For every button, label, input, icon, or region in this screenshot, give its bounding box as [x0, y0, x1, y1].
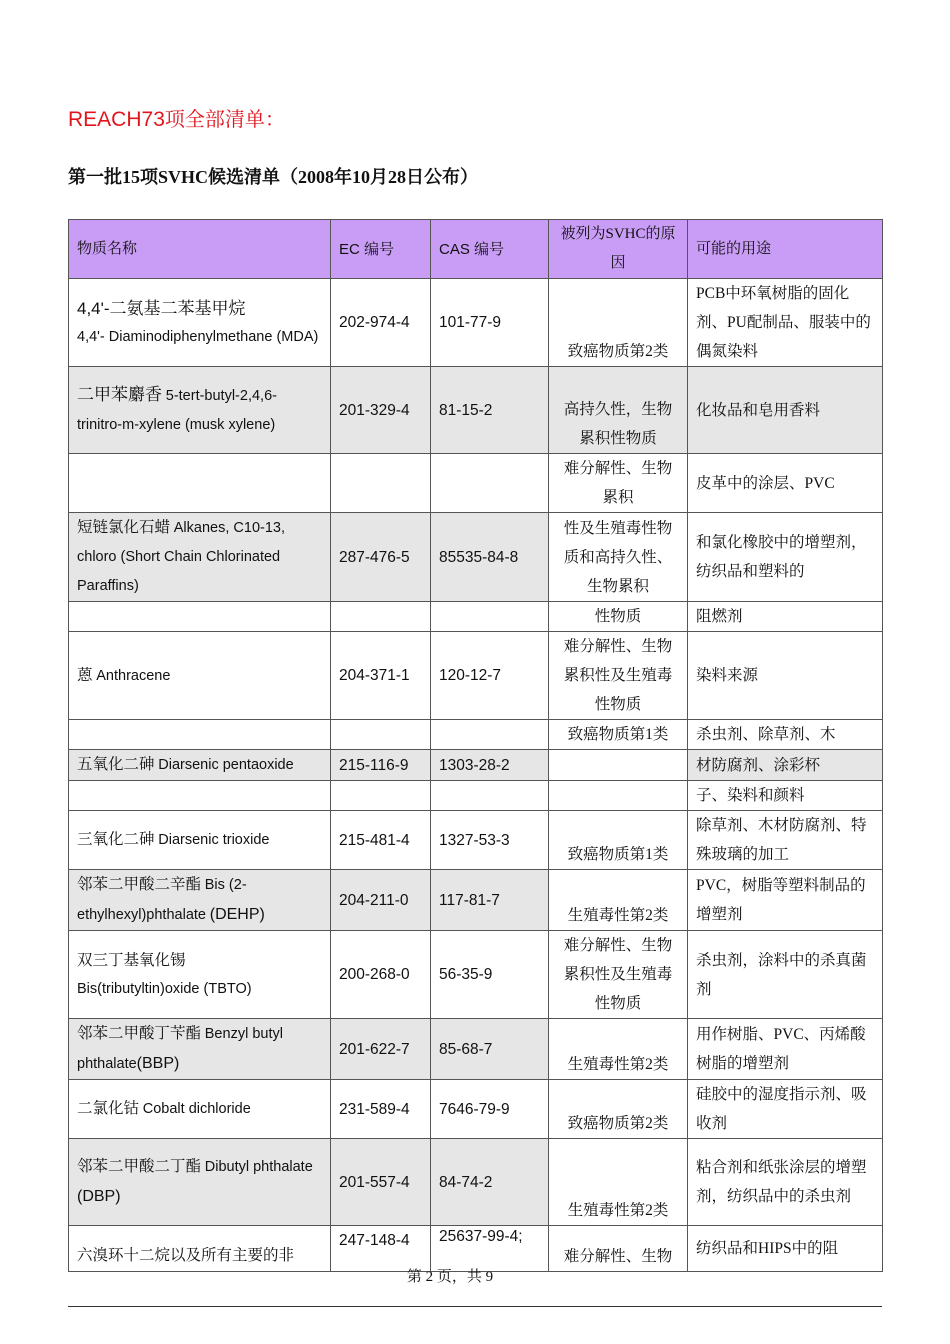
cas-number: 1327-53-3 [431, 811, 549, 870]
substance-name [69, 931, 331, 1019]
table-row [69, 720, 883, 750]
page-title-latin: REACH73 [68, 108, 165, 131]
substance-name [69, 870, 331, 931]
substance-name [69, 632, 331, 720]
svhc-reason: 生殖毒性第2类 [549, 870, 688, 931]
substance-en: 4,4'- Diaminodiphenylmethane (MDA) [77, 328, 319, 345]
possible-use: 阻燃剂 [688, 602, 883, 632]
substance-name [69, 1139, 331, 1226]
header-reason: 被列为SVHC的原因 [549, 220, 688, 279]
page-title [68, 103, 285, 132]
substance-cn: 五氧化二砷 [77, 756, 155, 773]
ec-number: 201-622-7 [331, 1019, 431, 1080]
substance-cn: 二甲苯麝香 [77, 385, 162, 404]
header-name: 物质名称 [69, 220, 331, 279]
cas-number: 85-68-7 [431, 1019, 549, 1080]
table-row [69, 632, 883, 720]
table-row [69, 1080, 883, 1139]
svhc-table [68, 219, 883, 1272]
possible-use: 纺织品和HIPS中的阻 [688, 1226, 883, 1272]
ec-number: 201-557-4 [331, 1139, 431, 1226]
possible-use: 杀虫剂、除草剂、木 [688, 720, 883, 750]
table-row [69, 279, 883, 367]
cas-number: 101-77-9 [431, 279, 549, 367]
footer-rule [68, 1306, 882, 1307]
svhc-reason: 难分解性、生物 [549, 1226, 688, 1272]
cas-number: 120-12-7 [431, 632, 549, 720]
header-row [69, 220, 883, 279]
ec-number: 215-116-9 [331, 750, 431, 781]
svhc-reason: 难分解性、生物累积性及生殖毒性物质 [549, 931, 688, 1019]
header-cas: CAS 编号 [431, 220, 549, 279]
substance-abbrev: (DBP) [77, 1188, 121, 1205]
cas-number: 117-81-7 [431, 870, 549, 931]
substance-cn: 三氧化二砷 [77, 831, 155, 848]
possible-use: 化妆品和皂用香料 [688, 367, 883, 454]
substance-en: Alkanes, C10-13, chloro (Short Chain Chlorinated Paraffins) [77, 520, 285, 594]
possible-use: 和氯化橡胶中的增塑剂，纺织品和塑料的 [688, 513, 883, 602]
cas-number: 1303-28-2 [431, 750, 549, 781]
ec-number: 204-371-1 [331, 632, 431, 720]
substance-en: Cobalt dichloride [142, 1101, 251, 1117]
substance-abbrev: (DEHP) [209, 906, 265, 923]
substance-name [69, 811, 331, 870]
substance-cn: 双三丁基氧化锡 [77, 951, 186, 969]
substance-cn: 蒽 [77, 666, 93, 684]
substance-name [69, 1019, 331, 1080]
table-row [69, 811, 883, 870]
svhc-reason: 生殖毒性第2类 [549, 1139, 688, 1226]
svhc-reason: 生殖毒性第2类 [549, 1019, 688, 1080]
possible-use: 硅胶中的湿度指示剂、吸收剂 [688, 1080, 883, 1139]
ec-number: 231-589-4 [331, 1080, 431, 1139]
table-row [69, 454, 883, 513]
possible-use: 粘合剂和纸张涂层的增塑剂，纺织品中的杀虫剂 [688, 1139, 883, 1226]
svhc-reason: 性物质 [549, 602, 688, 632]
table-row [69, 367, 883, 454]
substance-en: Diarsenic pentaoxide [158, 757, 294, 773]
header-ec: EC 编号 [331, 220, 431, 279]
possible-use: 杀虫剂，涂料中的杀真菌剂 [688, 931, 883, 1019]
substance-name [69, 1080, 331, 1139]
substance-en: 5-tert-butyl-2,4,6-trinitro-m-xylene (musk xylene) [77, 388, 277, 433]
substance-en: Bis(tributyltin)oxide (TBTO) [77, 980, 252, 997]
cas-number: 7646-79-9 [431, 1080, 549, 1139]
table-row [69, 1019, 883, 1080]
substance-name [69, 279, 331, 367]
page-title-cn: 项全部清单： [164, 107, 285, 131]
cas-number: 25637-99-4; [431, 1226, 549, 1272]
table-row [69, 931, 883, 1019]
possible-use: 材防腐剂、涂彩杯 [688, 750, 883, 781]
svhc-reason: 致癌物质第2类 [549, 1080, 688, 1139]
ec-number: 201-329-4 [331, 367, 431, 454]
cas-number: 84-74-2 [431, 1139, 549, 1226]
ec-number: 247-148-4 [331, 1226, 431, 1272]
ec-number: 202-974-4 [331, 279, 431, 367]
possible-use: PVC，树脂等塑料制品的增塑剂 [688, 870, 883, 931]
substance-name [69, 513, 331, 602]
table-row [69, 1139, 883, 1226]
possible-use: 用作树脂、PVC、丙烯酸树脂的增塑剂 [688, 1019, 883, 1080]
table-row [69, 513, 883, 602]
possible-use: 染料来源 [688, 632, 883, 720]
svhc-reason: 致癌物质第1类 [549, 811, 688, 870]
svhc-reason: 难分解性、生物累积性及生殖毒性物质 [549, 632, 688, 720]
substance-cn: 二氯化钴 [77, 1100, 140, 1117]
table-row [69, 781, 883, 811]
substance-cn: 六溴环十二烷以及所有主要的非 [77, 1247, 295, 1264]
table-row [69, 870, 883, 931]
substance-en: Benzyl butyl phthalate [77, 1026, 283, 1072]
cas-number: 81-15-2 [431, 367, 549, 454]
table-row [69, 602, 883, 632]
svhc-reason: 性及生殖毒性物质和高持久性、生物累积 [549, 513, 688, 602]
page-footer: 第 2 页，共 9 [406, 1269, 494, 1285]
substance-en: Dibutyl phthalate [204, 1159, 313, 1175]
svhc-reason: 致癌物质第1类 [549, 720, 688, 750]
possible-use: 皮革中的涂层、PVC [688, 454, 883, 513]
ec-number: 215-481-4 [331, 811, 431, 870]
substance-cn: 邻苯二甲酸丁苄酯 [77, 1025, 202, 1042]
svhc-reason: 致癌物质第2类 [549, 279, 688, 367]
substance-name [69, 750, 331, 781]
substance-name [69, 367, 331, 454]
svhc-reason: 高持久性，生物累积性物质 [549, 367, 688, 454]
ec-number: 287-476-5 [331, 513, 431, 602]
cas-number: 56-35-9 [431, 931, 549, 1019]
table-row [69, 750, 883, 781]
table-caption: 第一批15项SVHC候选清单（2008年10月28日公布） [68, 167, 479, 187]
possible-use: PCB中环氧树脂的固化剂、PU配制品、服装中的偶氮染料 [688, 279, 883, 367]
ec-number: 204-211-0 [331, 870, 431, 931]
substance-en: Diarsenic trioxide [158, 832, 270, 848]
possible-use: 子、染料和颜料 [688, 781, 883, 811]
substance-cn: 4,4'-二氨基二苯基甲烷 [77, 298, 246, 318]
ec-number: 200-268-0 [331, 931, 431, 1019]
substance-en: Bis (2-ethylhexyl)phthalate [77, 877, 247, 923]
header-use: 可能的用途 [688, 220, 883, 279]
svhc-reason: 难分解性、生物累积 [549, 454, 688, 513]
possible-use: 除草剂、木材防腐剂、特殊玻璃的加工 [688, 811, 883, 870]
substance-cn: 邻苯二甲酸二丁酯 [77, 1158, 202, 1175]
substance-cn: 短链氯化石蜡 [77, 519, 171, 536]
substance-cn: 邻苯二甲酸二辛酯 [77, 876, 202, 893]
substance-abbrev: (BBP) [136, 1055, 180, 1072]
substance-en: Anthracene [96, 667, 171, 684]
cas-number: 85535-84-8 [431, 513, 549, 602]
